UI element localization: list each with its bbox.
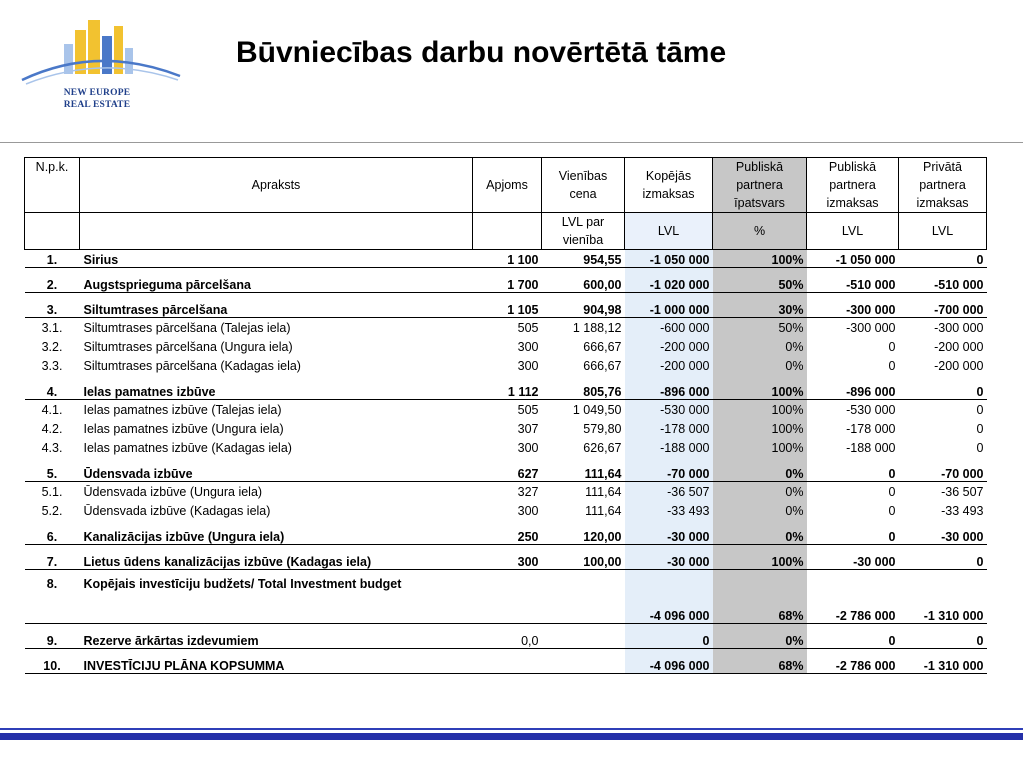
cell-apjoms: 307 <box>517 421 539 436</box>
cell-kop: -200 000 <box>625 356 713 375</box>
cell-cena: 579,80 <box>583 421 622 436</box>
cell-desc: Sirius <box>80 250 473 268</box>
units-apjoms <box>473 213 542 250</box>
table-row <box>25 419 987 438</box>
units-row <box>25 213 987 250</box>
cell-pct: 0% <box>713 527 807 545</box>
cell-priv: 0 <box>976 421 984 436</box>
table-row <box>25 250 987 268</box>
header-priv-izmaksas: Privātā partnera izmaksas <box>899 158 987 213</box>
cell-nr: 2. <box>25 275 80 293</box>
cell-apjoms: 327 <box>517 484 539 499</box>
cell-priv: -300 000 <box>934 320 984 335</box>
cell-cena: 805,76 <box>542 382 625 400</box>
table-row <box>25 318 987 338</box>
header-kopejas-izmaksas: Kopējās izmaksas <box>625 158 713 213</box>
cell-cena: 626,67 <box>583 440 622 455</box>
table-row <box>25 356 987 375</box>
cell-priv: -200 000 <box>934 358 984 373</box>
estimate-table <box>24 157 987 674</box>
cell-pct: 50% <box>713 275 807 293</box>
table-row <box>25 501 987 520</box>
cell-priv: 0 <box>976 440 984 455</box>
table-row <box>25 631 987 649</box>
table-row <box>25 482 987 502</box>
cell-pct: 0% <box>713 631 807 649</box>
cell-cena: 120,00 <box>542 527 625 545</box>
cell-desc: Ielas pamatnes izbūve (Ungura iela) <box>83 421 284 436</box>
table-body <box>25 250 987 674</box>
cell-publ: -2 786 000 <box>807 656 899 674</box>
cell-desc: Siltumtrases pārcelšana (Talejas iela) <box>83 320 291 335</box>
cell-kop: -4 096 000 <box>625 656 713 674</box>
cell-apjoms: 627 <box>473 464 542 482</box>
table-row <box>25 400 987 420</box>
cell-priv: -510 000 <box>899 275 987 293</box>
header-divider <box>0 142 1023 143</box>
cell-pct: 50% <box>713 318 807 338</box>
cell-pct: 100% <box>713 400 807 420</box>
footer-line-thin <box>0 728 1023 730</box>
cell-apjoms: 1 105 <box>473 300 542 318</box>
spacer-row <box>25 520 987 527</box>
cell-kop: -30 000 <box>625 552 713 570</box>
cell-apjoms: 0,0 <box>473 631 542 649</box>
cell-publ: -530 000 <box>846 402 896 417</box>
cell-desc: Siltumtrases pārcelšana (Ungura iela) <box>83 339 293 354</box>
cell-kop: -188 000 <box>625 438 713 457</box>
cell-cena: 111,64 <box>542 464 625 482</box>
cell-pct: 100% <box>713 419 807 438</box>
cell-desc: INVESTĪCIJU PLĀNA KOPSUMMA <box>80 656 473 674</box>
cell-publ: 0 <box>888 503 896 518</box>
cell-kop: -4 096 000 <box>625 577 713 624</box>
cell-publ: 0 <box>807 464 899 482</box>
header-publ-ipatsvars: Publiskā partnera īpatsvars <box>713 158 807 213</box>
cell-cena: 954,55 <box>542 250 625 268</box>
page-title: Būvniecības darbu novērtētā tāme <box>236 36 727 69</box>
spacer-row <box>25 570 987 578</box>
cell-publ: 0 <box>807 631 899 649</box>
cell-kop: -70 000 <box>625 464 713 482</box>
cell-cena: 666,67 <box>583 358 622 373</box>
units-kopejas-izmaksas: LVL <box>625 213 713 250</box>
table-row <box>25 656 987 674</box>
units-publ-ipatsvars: % <box>713 213 807 250</box>
table-row <box>25 300 987 318</box>
cell-nr: 8. <box>25 577 80 624</box>
cell-apjoms: 300 <box>517 339 539 354</box>
spacer-row <box>25 624 987 632</box>
table-row <box>25 577 987 624</box>
cell-desc: Ūdensvada izbūve (Kadagas iela) <box>83 503 271 518</box>
cell-desc: Siltumtrases pārcelšana <box>80 300 473 318</box>
units-publ-izmaksas: LVL <box>807 213 899 250</box>
cell-priv: 0 <box>976 402 984 417</box>
cell-apjoms: 300 <box>517 503 539 518</box>
cell-publ: -188 000 <box>846 440 896 455</box>
cell-priv: 0 <box>899 552 987 570</box>
units-vienibas-cena: LVL par vienība <box>542 213 625 250</box>
cell-apjoms <box>473 577 542 624</box>
cell-priv: -1 310 000 <box>899 577 987 624</box>
header-vienibas-cena: Vienības cena <box>542 158 625 213</box>
cell-kop: -30 000 <box>625 527 713 545</box>
cell-pct: 30% <box>713 300 807 318</box>
cell-apjoms: 505 <box>517 320 539 335</box>
cell-priv: -33 493 <box>941 503 984 518</box>
cell-apjoms: 1 112 <box>473 382 542 400</box>
cell-pct: 100% <box>713 250 807 268</box>
cell-desc: Kopējais investīciju budžets/ Total Investment budget <box>80 577 473 624</box>
header-apjoms: Apjoms <box>473 158 542 213</box>
cell-publ: 0 <box>888 339 896 354</box>
cell-publ: -896 000 <box>807 382 899 400</box>
logo-text-line2: REAL ESTATE <box>63 100 131 110</box>
cell-desc: Rezerve ārkārtas izdevumiem <box>80 631 473 649</box>
cell-pct: 0% <box>713 356 807 375</box>
cell-pct: 100% <box>713 552 807 570</box>
cell-cena <box>542 577 625 624</box>
cell-kop: -1 020 000 <box>625 275 713 293</box>
table-row <box>25 438 987 457</box>
cell-priv: 0 <box>899 631 987 649</box>
cell-publ: -510 000 <box>807 275 899 293</box>
header-publ-izmaksas: Publiskā partnera izmaksas <box>807 158 899 213</box>
cell-kop: 0 <box>625 631 713 649</box>
cell-pct: 0% <box>713 482 807 502</box>
spacer-row <box>25 457 987 464</box>
cell-pct: 0% <box>713 337 807 356</box>
cell-pct: 68% <box>713 577 807 624</box>
cell-priv: -200 000 <box>934 339 984 354</box>
cell-publ: 0 <box>807 527 899 545</box>
header-apraksts: Apraksts <box>80 158 473 213</box>
cell-pct: 68% <box>713 656 807 674</box>
cell-apjoms <box>473 656 542 674</box>
cell-desc: Kanalizācijas izbūve (Ungura iela) <box>80 527 473 545</box>
cell-cena: 600,00 <box>542 275 625 293</box>
table-row <box>25 527 987 545</box>
cell-pct: 0% <box>713 464 807 482</box>
spacer-row <box>25 375 987 382</box>
cell-desc: Ielas pamatnes izbūve <box>80 382 473 400</box>
cell-nr: 3.2. <box>41 339 63 354</box>
cell-nr: 3.1. <box>41 320 63 335</box>
cell-cena <box>542 631 625 649</box>
cell-nr: 10. <box>25 656 80 674</box>
cell-apjoms: 250 <box>473 527 542 545</box>
header-npk: N.p.k. <box>25 158 80 213</box>
footer-line-thick <box>0 733 1023 740</box>
cell-cena: 1 188,12 <box>572 320 622 335</box>
cell-publ: -300 000 <box>807 300 899 318</box>
cell-priv: 0 <box>899 250 987 268</box>
cell-kop: -36 507 <box>625 482 713 502</box>
units-npk <box>25 213 80 250</box>
cell-nr: 4.2. <box>41 421 63 436</box>
cell-priv: -1 310 000 <box>899 656 987 674</box>
cell-nr: 4.1. <box>41 402 63 417</box>
cell-kop: -600 000 <box>625 318 713 338</box>
cell-nr: 3.3. <box>41 358 63 373</box>
cell-apjoms: 1 100 <box>473 250 542 268</box>
cell-pct: 100% <box>713 438 807 457</box>
cell-pct: 100% <box>713 382 807 400</box>
cell-publ: -300 000 <box>846 320 896 335</box>
cell-apjoms: 300 <box>517 358 539 373</box>
cell-kop: -33 493 <box>625 501 713 520</box>
cell-cena: 1 049,50 <box>572 402 622 417</box>
cell-cena: 904,98 <box>542 300 625 318</box>
cell-publ: -1 050 000 <box>807 250 899 268</box>
cell-desc: Augstsprieguma pārcelšana <box>80 275 473 293</box>
cell-desc: Ūdensvada izbūve <box>80 464 473 482</box>
cell-nr: 5.1. <box>41 484 63 499</box>
cell-cena: 111,64 <box>585 484 622 499</box>
units-priv-izmaksas: LVL <box>899 213 987 250</box>
cell-priv: -36 507 <box>941 484 984 499</box>
cell-publ: -30 000 <box>807 552 899 570</box>
cell-cena: 666,67 <box>583 339 622 354</box>
logo-text-line1: NEW EUROPE <box>63 88 131 98</box>
cell-apjoms: 300 <box>473 552 542 570</box>
cell-nr: 3. <box>25 300 80 318</box>
cell-cena: 100,00 <box>542 552 625 570</box>
cell-desc: Ielas pamatnes izbūve (Kadagas iela) <box>83 440 292 455</box>
header-row <box>25 158 987 213</box>
table-row <box>25 275 987 293</box>
cell-nr: 4. <box>25 382 80 400</box>
company-logo <box>18 14 188 120</box>
cell-publ: 0 <box>888 358 896 373</box>
cell-apjoms: 1 700 <box>473 275 542 293</box>
cell-publ: 0 <box>888 484 896 499</box>
cell-nr: 4.3. <box>41 440 63 455</box>
cell-apjoms: 300 <box>517 440 539 455</box>
table-row <box>25 552 987 570</box>
table-row <box>25 382 987 400</box>
cell-kop: -530 000 <box>625 400 713 420</box>
cell-nr: 7. <box>25 552 80 570</box>
cell-kop: -896 000 <box>625 382 713 400</box>
cell-nr: 1. <box>25 250 80 268</box>
spacer-row <box>25 545 987 553</box>
cell-nr: 6. <box>25 527 80 545</box>
cell-kop: -1 000 000 <box>625 300 713 318</box>
cell-kop: -1 050 000 <box>625 250 713 268</box>
table-row <box>25 337 987 356</box>
cell-priv: -30 000 <box>899 527 987 545</box>
footer-band <box>0 728 1023 742</box>
table-row <box>25 464 987 482</box>
spacer-row <box>25 293 987 301</box>
cell-priv: 0 <box>899 382 987 400</box>
cell-priv: -700 000 <box>899 300 987 318</box>
units-apraksts <box>80 213 473 250</box>
cell-publ: -2 786 000 <box>807 577 899 624</box>
skyline-logo-graphic <box>18 14 188 94</box>
cell-desc: Ielas pamatnes izbūve (Talejas iela) <box>83 402 282 417</box>
cell-nr: 5. <box>25 464 80 482</box>
cell-publ: -178 000 <box>846 421 896 436</box>
cell-pct: 0% <box>713 501 807 520</box>
cell-desc: Ūdensvada izbūve (Ungura iela) <box>83 484 263 499</box>
cell-nr: 9. <box>25 631 80 649</box>
cell-kop: -178 000 <box>625 419 713 438</box>
cell-apjoms: 505 <box>517 402 539 417</box>
cell-desc: Siltumtrases pārcelšana (Kadagas iela) <box>83 358 301 373</box>
cell-cena: 111,64 <box>585 503 622 518</box>
cell-cena <box>542 656 625 674</box>
cell-desc: Lietus ūdens kanalizācijas izbūve (Kadagas iela) <box>80 552 473 570</box>
cell-nr: 5.2. <box>41 503 63 518</box>
spacer-row <box>25 649 987 657</box>
cell-kop: -200 000 <box>625 337 713 356</box>
cell-priv: -70 000 <box>899 464 987 482</box>
spacer-row <box>25 268 987 276</box>
